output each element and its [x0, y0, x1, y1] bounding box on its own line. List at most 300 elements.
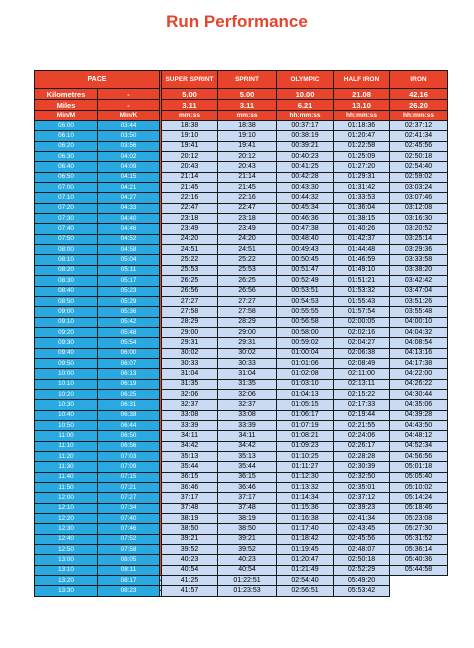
super-sprint-time-cell: 20:43	[162, 162, 218, 172]
super-sprint-time-cell: 34:11	[162, 431, 218, 441]
sprint-time-cell: 32:37	[218, 400, 277, 410]
super-sprint-time-cell: 29:00	[162, 327, 218, 337]
pace-min-per-km-cell: 07:46	[98, 524, 160, 534]
pace-min-per-mile-cell: 12:50	[35, 545, 98, 555]
pace-min-per-mile-cell: 13:10	[35, 565, 98, 575]
pace-min-per-km-cell: 05:23	[98, 286, 160, 296]
half-iron-time-cell: 02:15:22	[334, 389, 390, 399]
iron-time-cell: 04:43:50	[390, 420, 448, 430]
olympic-time-cell: 00:53:51	[277, 286, 334, 296]
half-iron-time-cell: 01:18:36	[334, 121, 390, 131]
unit-label: hh:mm:ss	[334, 111, 390, 121]
miles-row	[35, 100, 448, 111]
pace-min-per-mile-cell: 07:50	[35, 234, 98, 244]
pace-min-per-mile-cell: 07:40	[35, 224, 98, 234]
super-sprint-time-cell: 34:42	[162, 441, 218, 451]
table-row	[35, 534, 448, 544]
pace-min-per-mile-cell: 09:10	[35, 317, 98, 327]
table-row	[35, 400, 448, 410]
run-performance-table	[34, 70, 448, 597]
half-iron-time-cell: 01:38:15	[334, 214, 390, 224]
iron-time-cell: 03:55:48	[390, 307, 448, 317]
olympic-time-cell: 00:51:47	[277, 265, 334, 275]
super-sprint-time-cell: 24:51	[162, 245, 218, 255]
kilometres-value: 5.00	[218, 89, 277, 100]
table-row	[35, 162, 448, 172]
iron-time-cell: 04:56:56	[390, 452, 448, 462]
table-row	[35, 183, 448, 193]
super-sprint-time-cell: 39:52	[162, 545, 218, 555]
pace-header: PACE	[35, 71, 160, 89]
sprint-time-cell: 31:35	[218, 379, 277, 389]
table-row	[35, 576, 448, 586]
pace-min-per-km-cell: 07:03	[98, 452, 160, 462]
pace-min-per-mile-cell: 11:30	[35, 462, 98, 472]
super-sprint-time-cell: 21:45	[162, 183, 218, 193]
table-row	[35, 131, 448, 141]
distance-header-sprint: SPRINT	[218, 71, 277, 89]
unit-label: Min/K	[98, 111, 160, 121]
olympic-time-cell: 00:54:53	[277, 296, 334, 306]
pace-min-per-mile-cell: 08:40	[35, 286, 98, 296]
half-iron-time-cell: 02:37:12	[334, 493, 390, 503]
miles-value: 6.21	[277, 100, 334, 111]
pace-min-per-km-cell: 06:50	[98, 431, 160, 441]
table-row	[35, 255, 448, 265]
kilometres-value: 42.16	[390, 89, 448, 100]
super-sprint-time-cell: 25:53	[162, 265, 218, 275]
iron-time-cell: 03:42:42	[390, 276, 448, 286]
pace-min-per-mile-cell: 10:30	[35, 400, 98, 410]
sprint-time-cell: 25:53	[218, 265, 277, 275]
sprint-time-cell: 31:04	[218, 369, 277, 379]
pace-min-per-mile-cell: 08:00	[35, 245, 98, 255]
table-row	[35, 503, 448, 513]
sprint-time-cell: 30:33	[218, 358, 277, 368]
super-sprint-time-cell: 35:13	[162, 452, 218, 462]
pace-min-per-km-cell: 08:23	[98, 586, 160, 596]
olympic-time-cell: 01:03:10	[277, 379, 334, 389]
pace-min-per-km-cell: 04:58	[98, 245, 160, 255]
table-row	[35, 410, 448, 420]
iron-time-cell: 05:40:36	[390, 555, 448, 565]
olympic-time-cell: 00:58:00	[277, 327, 334, 337]
super-sprint-time-cell: 24:20	[162, 234, 218, 244]
iron-time-cell: 03:51:26	[390, 296, 448, 306]
sprint-time-cell: 19:10	[218, 131, 277, 141]
olympic-time-cell: 01:23:53	[218, 586, 277, 596]
sprint-time-cell: 21:14	[218, 172, 277, 182]
table-row	[35, 152, 448, 162]
sprint-time-cell: 20:12	[218, 152, 277, 162]
table-row	[35, 172, 448, 182]
sprint-time-cell: 35:13	[218, 452, 277, 462]
iron-time-cell: 02:59:02	[390, 172, 448, 182]
pace-min-per-km-cell: 08:11	[98, 565, 160, 575]
table-row	[35, 514, 448, 524]
pace-min-per-km-cell: 04:52	[98, 234, 160, 244]
pace-min-per-mile-cell: 13:30	[35, 586, 98, 596]
half-iron-time-cell: 01:31:42	[334, 183, 390, 193]
olympic-time-cell: 01:04:13	[277, 389, 334, 399]
pace-min-per-mile-cell: 07:10	[35, 193, 98, 203]
sprint-time-cell: 36:46	[218, 483, 277, 493]
iron-time-cell: 03:38:20	[390, 265, 448, 275]
pace-min-per-mile-cell: 11:00	[35, 431, 98, 441]
olympic-time-cell: 01:01:06	[277, 358, 334, 368]
olympic-time-cell: 01:16:38	[277, 514, 334, 524]
half-iron-time-cell: 01:51:21	[334, 276, 390, 286]
half-iron-time-cell: 01:57:54	[334, 307, 390, 317]
sprint-time-cell: 22:47	[218, 203, 277, 213]
half-iron-time-cell: 02:39:23	[334, 503, 390, 513]
olympic-time-cell: 01:11:27	[277, 462, 334, 472]
olympic-time-cell: 00:39:21	[277, 141, 334, 151]
sprint-time-cell: 27:58	[218, 307, 277, 317]
half-iron-time-cell: 02:43:45	[334, 524, 390, 534]
olympic-time-cell: 01:15:36	[277, 503, 334, 513]
iron-time-cell: 03:47:04	[390, 286, 448, 296]
half-iron-time-cell: 02:56:51	[277, 586, 334, 596]
olympic-time-cell: 01:18:42	[277, 534, 334, 544]
pace-min-per-km-cell: 05:17	[98, 276, 160, 286]
half-iron-time-cell: 01:42:37	[334, 234, 390, 244]
sprint-time-cell: 19:41	[218, 141, 277, 151]
pace-min-per-km-cell: 05:48	[98, 327, 160, 337]
iron-time-cell: 05:31:52	[390, 534, 448, 544]
iron-time-cell: 04:22:00	[390, 369, 448, 379]
pace-min-per-km-cell: 05:04	[98, 255, 160, 265]
iron-time-cell: 04:17:38	[390, 358, 448, 368]
super-sprint-time-cell: 37:48	[162, 503, 218, 513]
super-sprint-time-cell: 20:12	[162, 152, 218, 162]
olympic-time-cell: 01:09:23	[277, 441, 334, 451]
olympic-time-cell: 00:44:32	[277, 193, 334, 203]
kilometres-value: 5.00	[162, 89, 218, 100]
table-row	[35, 452, 448, 462]
olympic-time-cell: 01:00:04	[277, 348, 334, 358]
pace-min-per-km-cell: 05:54	[98, 338, 160, 348]
table-row	[35, 338, 448, 348]
olympic-time-cell: 01:17:40	[277, 524, 334, 534]
olympic-time-cell: 00:38:19	[277, 131, 334, 141]
sprint-time-cell: 20:43	[218, 162, 277, 172]
pace-min-per-mile-cell: 08:10	[35, 255, 98, 265]
pace-min-per-mile-cell: 12:00	[35, 493, 98, 503]
pace-min-per-mile-cell: 13:20	[35, 576, 98, 586]
sprint-time-cell: 29:31	[218, 338, 277, 348]
half-iron-time-cell: 02:35:01	[334, 483, 390, 493]
table-row	[35, 555, 448, 565]
super-sprint-time-cell: 35:44	[162, 462, 218, 472]
pace-min-per-km-cell: 08:05	[98, 555, 160, 565]
super-sprint-time-cell: 26:25	[162, 276, 218, 286]
pace-min-per-mile-cell: 09:50	[35, 358, 98, 368]
iron-time-cell: 05:10:02	[390, 483, 448, 493]
kilometres-dash: -	[98, 89, 160, 100]
olympic-time-cell: 01:05:15	[277, 400, 334, 410]
iron-time-cell: 05:01:18	[390, 462, 448, 472]
miles-dash: -	[98, 100, 160, 111]
half-iron-time-cell: 01:36:04	[334, 203, 390, 213]
iron-time-cell: 05:05:40	[390, 472, 448, 482]
pace-min-per-mile-cell: 13:00	[35, 555, 98, 565]
pace-min-per-mile-cell: 11:40	[35, 472, 98, 482]
distance-header-super-sprint: SUPER SPRINT	[162, 71, 218, 89]
half-iron-time-cell: 02:45:56	[334, 534, 390, 544]
iron-time-cell: 03:12:08	[390, 203, 448, 213]
half-iron-time-cell: 02:08:49	[334, 358, 390, 368]
super-sprint-time-cell: 36:15	[162, 472, 218, 482]
distance-header-olympic: OLYMPIC	[277, 71, 334, 89]
pace-min-per-mile-cell: 06:20	[35, 141, 98, 151]
miles-label: Miles	[35, 100, 98, 111]
table-row	[35, 245, 448, 255]
iron-time-cell: 04:08:54	[390, 338, 448, 348]
table-row	[35, 441, 448, 451]
table-row	[35, 493, 448, 503]
sprint-time-cell: 27:27	[218, 296, 277, 306]
super-sprint-time-cell: 33:39	[162, 420, 218, 430]
iron-time-cell: 03:33:58	[390, 255, 448, 265]
olympic-time-cell: 01:14:34	[277, 493, 334, 503]
olympic-time-cell: 00:48:40	[277, 234, 334, 244]
pace-min-per-km-cell: 06:00	[98, 348, 160, 358]
olympic-time-cell: 00:45:34	[277, 203, 334, 213]
table-row	[35, 141, 448, 151]
half-iron-time-cell: 01:49:10	[334, 265, 390, 275]
iron-time-cell: 04:48:12	[390, 431, 448, 441]
pace-min-per-km-cell: 06:38	[98, 410, 160, 420]
sprint-time-cell: 41:25	[162, 576, 218, 586]
table-row	[35, 193, 448, 203]
olympic-time-cell: 01:12:30	[277, 472, 334, 482]
super-sprint-time-cell: 33:08	[162, 410, 218, 420]
unit-label: Min/M	[35, 111, 98, 121]
pace-min-per-mile-cell: 10:50	[35, 420, 98, 430]
super-sprint-time-cell: 27:58	[162, 307, 218, 317]
half-iron-time-cell: 01:25:09	[334, 152, 390, 162]
iron-time-cell: 02:41:34	[390, 131, 448, 141]
olympic-time-cell: 01:10:25	[277, 452, 334, 462]
olympic-time-cell: 00:47:38	[277, 224, 334, 234]
super-sprint-time-cell: 29:31	[162, 338, 218, 348]
half-iron-time-cell: 02:17:33	[334, 400, 390, 410]
table-row	[35, 121, 448, 131]
pace-min-per-mile-cell: 07:00	[35, 183, 98, 193]
olympic-time-cell: 00:46:36	[277, 214, 334, 224]
pace-min-per-mile-cell: 10:10	[35, 379, 98, 389]
pace-min-per-km-cell: 07:15	[98, 472, 160, 482]
super-sprint-time-cell: 21:14	[162, 172, 218, 182]
half-iron-time-cell: 02:00:05	[334, 317, 390, 327]
pace-min-per-km-cell: 05:11	[98, 265, 160, 275]
pace-min-per-km-cell: 06:44	[98, 420, 160, 430]
iron-time-cell: 03:16:30	[390, 214, 448, 224]
sprint-time-cell: 33:08	[218, 410, 277, 420]
sprint-time-cell: 34:42	[218, 441, 277, 451]
table-row	[35, 420, 448, 430]
pace-min-per-mile-cell: 07:20	[35, 203, 98, 213]
iron-time-cell: 02:54:40	[390, 162, 448, 172]
iron-time-cell: 03:03:24	[390, 183, 448, 193]
table-row	[35, 214, 448, 224]
pace-min-per-mile-cell: 06:40	[35, 162, 98, 172]
table-body	[35, 71, 448, 597]
pace-min-per-mile-cell: 06:30	[35, 152, 98, 162]
iron-time-cell: 03:07:46	[390, 193, 448, 203]
iron-time-cell: 05:36:14	[390, 545, 448, 555]
distance-header-half-iron: HALF IRON	[334, 71, 390, 89]
super-sprint-time-cell: 26:56	[162, 286, 218, 296]
pace-min-per-km-cell: 04:33	[98, 203, 160, 213]
super-sprint-time-cell: 23:49	[162, 224, 218, 234]
pace-min-per-mile-cell: 10:20	[35, 389, 98, 399]
pace-min-per-km-cell: 06:19	[98, 379, 160, 389]
pace-min-per-km-cell: 04:27	[98, 193, 160, 203]
half-iron-time-cell: 02:02:16	[334, 327, 390, 337]
super-sprint-time-cell: 32:37	[162, 400, 218, 410]
iron-time-cell: 05:49:20	[334, 576, 390, 586]
header-row	[35, 71, 448, 89]
half-iron-time-cell: 02:28:28	[334, 452, 390, 462]
pace-min-per-km-cell: 07:21	[98, 483, 160, 493]
pace-min-per-km-cell: 04:46	[98, 224, 160, 234]
half-iron-time-cell: 02:50:18	[334, 555, 390, 565]
sprint-time-cell: 37:48	[218, 503, 277, 513]
pace-min-per-km-cell: 07:40	[98, 514, 160, 524]
table-row	[35, 224, 448, 234]
half-iron-time-cell: 02:04:27	[334, 338, 390, 348]
pace-min-per-km-cell: 07:27	[98, 493, 160, 503]
pace-min-per-mile-cell: 09:00	[35, 307, 98, 317]
pace-min-per-km-cell: 03:56	[98, 141, 160, 151]
table-row	[35, 379, 448, 389]
olympic-time-cell: 01:22:51	[218, 576, 277, 586]
pace-min-per-mile-cell: 09:30	[35, 338, 98, 348]
pace-min-per-km-cell: 06:31	[98, 400, 160, 410]
half-iron-time-cell: 01:29:31	[334, 172, 390, 182]
table-row	[35, 327, 448, 337]
sprint-time-cell: 28:29	[218, 317, 277, 327]
sprint-time-cell: 38:19	[218, 514, 277, 524]
pace-min-per-km-cell: 05:29	[98, 296, 160, 306]
super-sprint-time-cell: 25:22	[162, 255, 218, 265]
half-iron-time-cell: 02:48:07	[334, 545, 390, 555]
sprint-time-cell: 22:16	[218, 193, 277, 203]
iron-time-cell: 04:26:22	[390, 379, 448, 389]
pace-min-per-km-cell: 04:15	[98, 172, 160, 182]
pace-min-per-mile-cell: 11:20	[35, 452, 98, 462]
pace-min-per-mile-cell: 12:30	[35, 524, 98, 534]
olympic-time-cell: 01:13:32	[277, 483, 334, 493]
table-row	[35, 234, 448, 244]
pace-min-per-mile-cell: 09:40	[35, 348, 98, 358]
half-iron-time-cell: 02:41:34	[334, 514, 390, 524]
iron-time-cell: 05:23:08	[390, 514, 448, 524]
iron-time-cell: 04:13:16	[390, 348, 448, 358]
sprint-time-cell: 26:56	[218, 286, 277, 296]
pace-min-per-mile-cell: 11:10	[35, 441, 98, 451]
pace-min-per-km-cell: 06:13	[98, 369, 160, 379]
iron-time-cell: 04:00:10	[390, 317, 448, 327]
pace-min-per-km-cell: 07:58	[98, 545, 160, 555]
half-iron-time-cell: 01:55:43	[334, 296, 390, 306]
kilometres-label: Kilometres	[35, 89, 98, 100]
super-sprint-time-cell: 22:47	[162, 203, 218, 213]
sprint-time-cell: 25:22	[218, 255, 277, 265]
pace-min-per-mile-cell: 12:10	[35, 503, 98, 513]
pace-min-per-km-cell: 03:50	[98, 131, 160, 141]
pace-min-per-km-cell: 06:07	[98, 358, 160, 368]
sprint-time-cell: 38:50	[218, 524, 277, 534]
super-sprint-time-cell: 36:46	[162, 483, 218, 493]
pace-min-per-km-cell: 07:52	[98, 534, 160, 544]
table-row	[35, 203, 448, 213]
unit-label: mm:ss	[218, 111, 277, 121]
pace-min-per-km-cell: 05:36	[98, 307, 160, 317]
pace-min-per-mile-cell: 06:00	[35, 121, 98, 131]
olympic-time-cell: 00:37:17	[277, 121, 334, 131]
half-iron-time-cell: 02:30:39	[334, 462, 390, 472]
distance-header-iron: IRON	[390, 71, 448, 89]
super-sprint-time-cell: 40:23	[162, 555, 218, 565]
olympic-time-cell: 01:02:08	[277, 369, 334, 379]
sprint-time-cell: 33:39	[218, 420, 277, 430]
super-sprint-time-cell: 23:18	[162, 214, 218, 224]
table-row	[35, 524, 448, 534]
pace-min-per-km-cell: 06:25	[98, 389, 160, 399]
unit-label: hh:mm:ss	[277, 111, 334, 121]
iron-time-cell: 05:18:46	[390, 503, 448, 513]
half-iron-time-cell: 01:53:32	[334, 286, 390, 296]
pace-min-per-mile-cell: 11:50	[35, 483, 98, 493]
super-sprint-time-cell: 18:38	[162, 121, 218, 131]
pace-min-per-km-cell: 04:02	[98, 152, 160, 162]
super-sprint-time-cell: 22:16	[162, 193, 218, 203]
iron-time-cell: 05:53:42	[334, 586, 390, 596]
unit-label: hh:mm:ss	[390, 111, 448, 121]
table-row	[35, 545, 448, 555]
unit-label: mm:ss	[162, 111, 218, 121]
pace-min-per-mile-cell: 08:20	[35, 265, 98, 275]
sprint-time-cell: 41:57	[162, 586, 218, 596]
sprint-time-cell: 35:44	[218, 462, 277, 472]
olympic-time-cell: 01:20:47	[277, 555, 334, 565]
pace-min-per-km-cell: 08:17	[98, 576, 160, 586]
iron-time-cell: 04:52:34	[390, 441, 448, 451]
iron-time-cell: 04:30:44	[390, 389, 448, 399]
miles-value: 26.20	[390, 100, 448, 111]
sprint-time-cell: 18:38	[218, 121, 277, 131]
super-sprint-time-cell: 19:10	[162, 131, 218, 141]
half-iron-time-cell: 02:11:00	[334, 369, 390, 379]
half-iron-time-cell: 02:24:06	[334, 431, 390, 441]
olympic-time-cell: 00:41:25	[277, 162, 334, 172]
super-sprint-time-cell: 39:21	[162, 534, 218, 544]
pace-min-per-mile-cell: 06:50	[35, 172, 98, 182]
table-row	[35, 276, 448, 286]
iron-time-cell: 02:45:56	[390, 141, 448, 151]
half-iron-time-cell: 01:27:20	[334, 162, 390, 172]
pace-min-per-mile-cell: 12:20	[35, 514, 98, 524]
super-sprint-time-cell: 40:54	[162, 565, 218, 575]
table-row	[35, 307, 448, 317]
table-row	[35, 565, 448, 575]
table-row	[35, 472, 448, 482]
pace-min-per-mile-cell: 12:40	[35, 534, 98, 544]
kilometres-value: 10.00	[277, 89, 334, 100]
